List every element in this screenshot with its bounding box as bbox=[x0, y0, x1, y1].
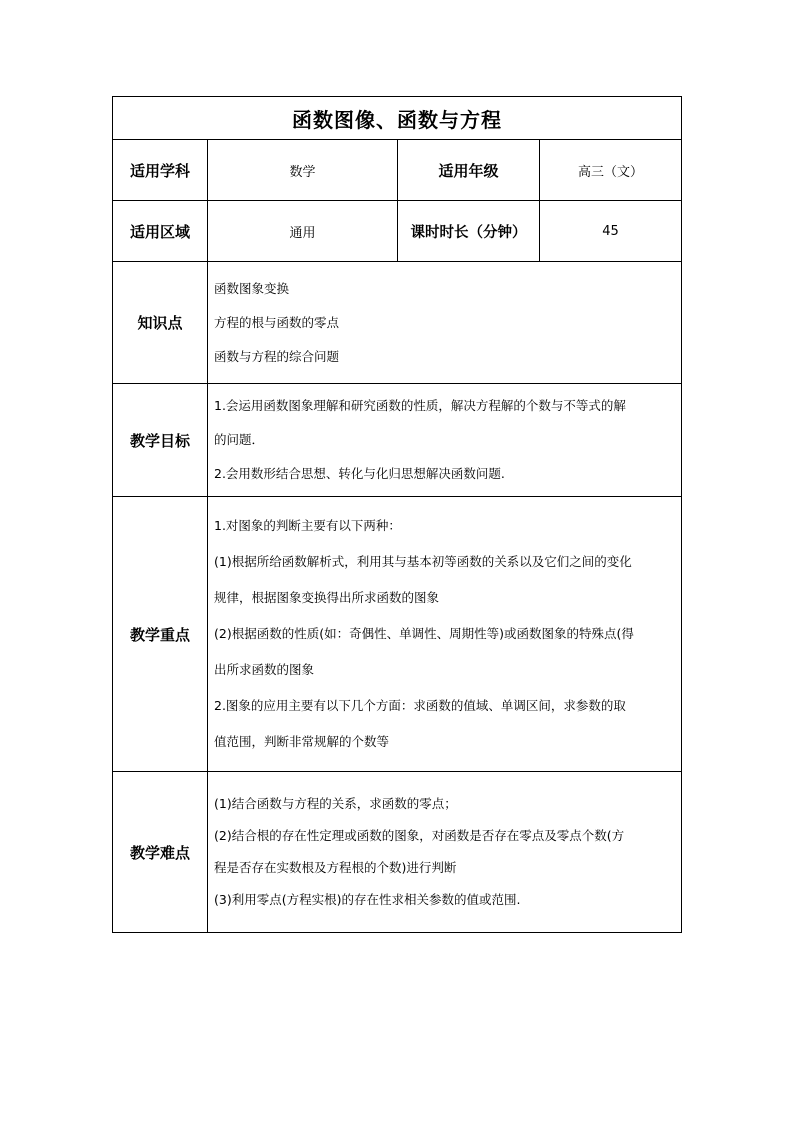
lesson-plan-table bbox=[112, 96, 682, 933]
key-point-line: 规律，根据图象变换得出所求函数的图象 bbox=[214, 590, 440, 605]
goals-label: 教学目标 bbox=[113, 384, 208, 497]
knowledge-label: 知识点 bbox=[113, 262, 208, 384]
document-title: 函数图像、函数与方程 bbox=[113, 97, 682, 140]
subject-value: 数学 bbox=[208, 140, 398, 201]
grade-value: 高三（文） bbox=[540, 140, 682, 201]
difficulty-line: (1)结合函数与方程的关系，求函数的零点； bbox=[214, 796, 457, 811]
difficulty-line: 程是否存在实数根及方程根的个数)进行判断 bbox=[214, 860, 457, 875]
key-point-line: 1.对图象的判断主要有以下两种： bbox=[214, 518, 401, 533]
knowledge-item: 函数图象变换 bbox=[214, 280, 290, 296]
key-point-line: (2)根据函数的性质(如：奇偶性、单调性、周期性等)或函数图象的特殊点(得 bbox=[214, 626, 634, 641]
subject-label: 适用学科 bbox=[113, 140, 208, 201]
duration-label: 课时时长（分钟） bbox=[398, 201, 540, 262]
goal-line: 2.会用数形结合思想、转化与化归思想解决函数问题. bbox=[214, 466, 505, 481]
knowledge-item: 方程的根与函数的零点 bbox=[214, 314, 340, 330]
key-points-content bbox=[208, 497, 682, 772]
goal-line: 1.会运用函数图象理解和研究函数的性质，解决方程解的个数与不等式的解 bbox=[214, 398, 626, 413]
knowledge-item: 函数与方程的综合问题 bbox=[214, 348, 340, 364]
knowledge-content bbox=[208, 262, 682, 384]
difficulty-line: (3)利用零点(方程实根)的存在性求相关参数的值或范围. bbox=[214, 892, 521, 907]
key-point-line: (1)根据所给函数解析式，利用其与基本初等函数的关系以及它们之间的变化 bbox=[214, 554, 632, 569]
key-point-line: 出所求函数的图象 bbox=[214, 662, 315, 677]
difficulties-content bbox=[208, 772, 682, 933]
duration-value: 45 bbox=[540, 201, 682, 262]
key-point-line: 2.图象的应用主要有以下几个方面：求函数的值域、单调区间，求参数的取 bbox=[214, 698, 626, 713]
difficulty-line: (2)结合根的存在性定理或函数的图象，对函数是否存在零点及零点个数(方 bbox=[214, 828, 625, 843]
goal-line: 的问题． bbox=[214, 432, 265, 447]
key-points-label: 教学重点 bbox=[113, 497, 208, 772]
goals-content bbox=[208, 384, 682, 497]
region-label: 适用区域 bbox=[113, 201, 208, 262]
key-point-line: 值范围，判断非常规解的个数等 bbox=[214, 734, 390, 749]
region-value: 通用 bbox=[208, 201, 398, 262]
grade-label: 适用年级 bbox=[398, 140, 540, 201]
difficulties-label: 教学难点 bbox=[113, 772, 208, 933]
